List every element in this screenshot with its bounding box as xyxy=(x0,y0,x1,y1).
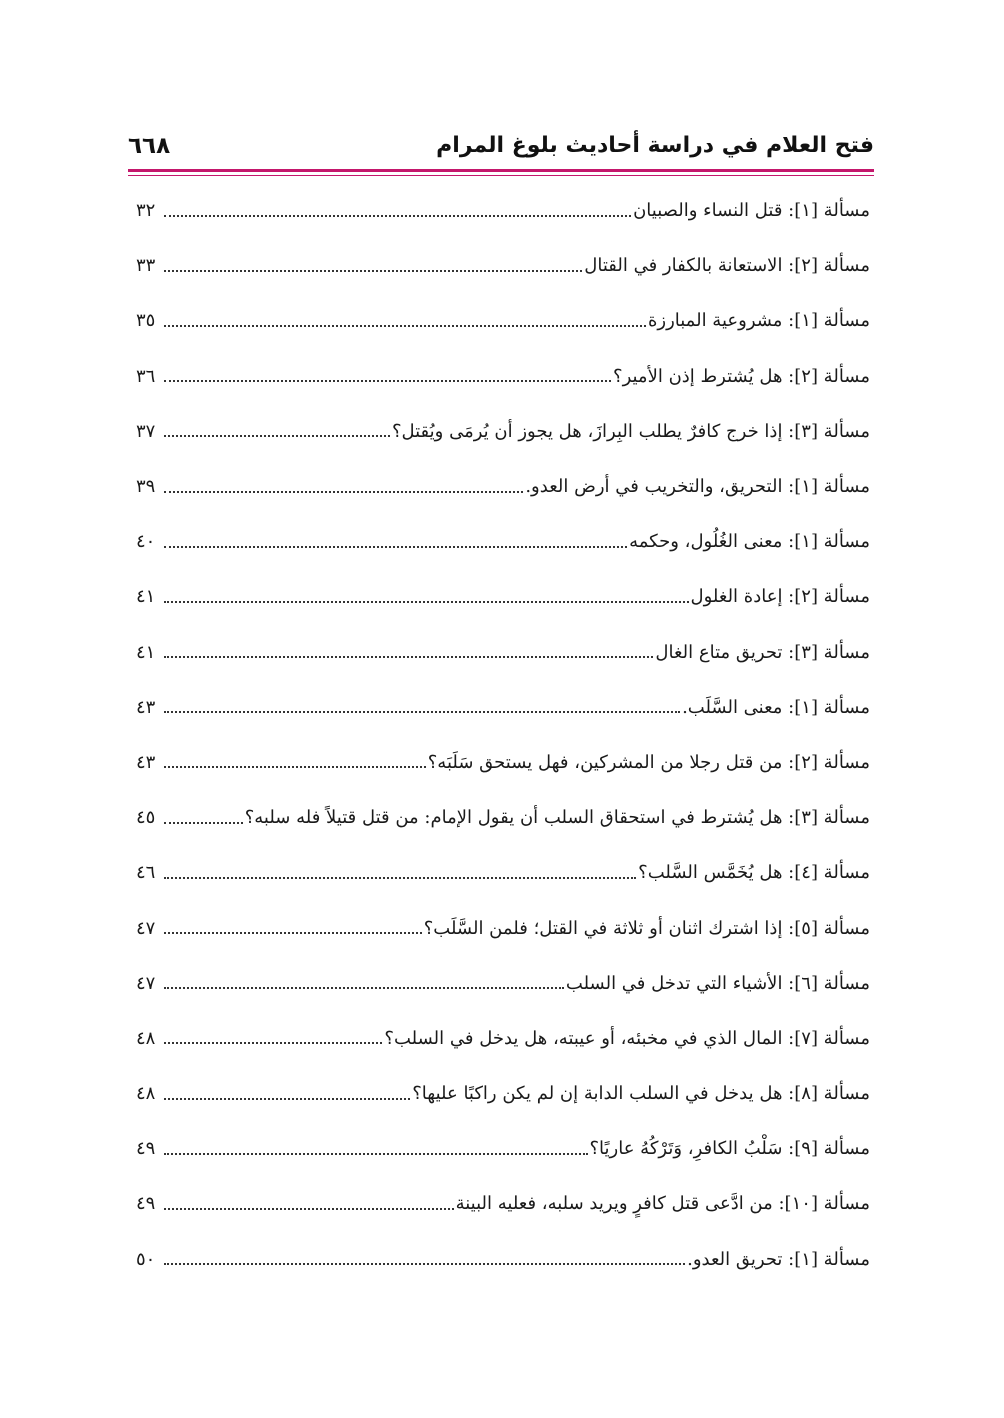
toc-entry-title: مسألة [٥]: إذا اشترك اثنان أو ثلاثة في القتل؛ فلمن السَّلَب؟ xyxy=(423,917,870,939)
dot-leader xyxy=(164,744,426,768)
toc-entry-page: ٤٩ xyxy=(136,1193,156,1215)
toc-entry xyxy=(136,1232,870,1287)
toc-entry xyxy=(136,293,870,348)
toc-entry-title: مسألة [٢]: إعادة الغلول xyxy=(690,586,870,608)
toc-entry-title: مسألة [٢]: هل يُشترط إذن الأمير؟ xyxy=(613,365,870,387)
toc-entry xyxy=(136,1176,870,1231)
dot-leader xyxy=(164,855,636,879)
toc-entry-title: مسألة [١]: التحريق، والتخريب في أرض العدو. xyxy=(525,476,870,498)
toc-entry-title: مسألة [٣]: تحريق متاع الغال xyxy=(655,641,870,663)
toc-entry-page: ٤٣ xyxy=(136,696,156,718)
dot-leader xyxy=(164,965,564,989)
dot-leader xyxy=(164,524,627,548)
toc-entry-title: مسألة [٤]: هل يُخَمَّس السَّلب؟ xyxy=(638,862,870,884)
toc-entry xyxy=(136,1011,870,1066)
toc-entry-page: ٥٠ xyxy=(136,1248,156,1270)
dot-leader xyxy=(164,193,631,217)
header-rule-thin xyxy=(128,175,874,176)
toc-entry-title: مسألة [٩]: سَلْبُ الكافرِ، وَتَرْكُهُ عاريًا؟ xyxy=(589,1138,870,1160)
toc-entry-title: مسألة [١]: معنى السَّلَب. xyxy=(682,696,870,718)
toc-entry xyxy=(136,183,870,238)
toc-entry xyxy=(136,238,870,293)
toc-entry-page: ٤١ xyxy=(136,586,156,608)
book-title: فتح العلام في دراسة أحاديث بلوغ المرام xyxy=(436,133,874,158)
toc-entry xyxy=(136,349,870,404)
toc-entry xyxy=(136,956,870,1011)
toc-entry-page: ٤٧ xyxy=(136,917,156,939)
toc-entry-title: مسألة [٢]: الاستعانة بالكفار في القتال xyxy=(584,255,870,277)
header-rule-thick xyxy=(128,169,874,172)
dot-leader xyxy=(164,413,390,437)
dot-leader xyxy=(164,800,243,824)
toc-entry xyxy=(136,1066,870,1121)
toc-entry xyxy=(136,459,870,514)
dot-leader xyxy=(164,1186,454,1210)
toc-entry-page: ٤١ xyxy=(136,641,156,663)
dot-leader xyxy=(164,579,689,603)
toc-entry-title: مسألة [١٠]: من ادَّعى قتل كافرٍ ويريد سلبه، فعليه البينة xyxy=(455,1193,870,1215)
dot-leader xyxy=(164,303,646,327)
toc-entry-page: ٣٥ xyxy=(136,310,156,332)
toc-entry xyxy=(136,1121,870,1176)
dot-leader xyxy=(164,910,422,934)
toc-entry-title: مسألة [١]: قتل النساء والصبيان xyxy=(633,200,870,222)
dot-leader xyxy=(164,689,680,713)
page-number: ٦٦٨ xyxy=(128,133,171,159)
toc-entry xyxy=(136,790,870,845)
toc-entry-page: ٣٣ xyxy=(136,255,156,277)
toc-entry-title: مسألة [٣]: هل يُشترط في استحقاق السلب أن يقول الإمام: من قتل قتيلاً فله سلبه؟ xyxy=(244,807,870,829)
toc-entry-title: مسألة [١]: مشروعية المبارزة xyxy=(647,310,870,332)
toc-entry-title: مسألة [٣]: إذا خرج كافرٌ يطلب البِرازَ، هل يجوز أن يُرمَى ويُقتل؟ xyxy=(391,420,870,442)
dot-leader xyxy=(164,1131,588,1155)
toc-entry-title: مسألة [٧]: المال الذي في مخبئه، أو عيبته، هل يدخل في السلب؟ xyxy=(384,1027,870,1049)
toc-entry xyxy=(136,900,870,955)
toc-entry xyxy=(136,845,870,900)
dot-leader xyxy=(164,1020,382,1044)
dot-leader xyxy=(164,634,653,658)
toc-entry-page: ٤٦ xyxy=(136,862,156,884)
toc-entry-page: ٤٧ xyxy=(136,972,156,994)
toc-entry-page: ٣٩ xyxy=(136,476,156,498)
toc-entry-page: ٤٨ xyxy=(136,1083,156,1105)
toc-entry-title: مسألة [١]: معنى الغُلُول، وحكمه xyxy=(629,531,870,553)
toc-entry-title: مسألة [١]: تحريق العدو. xyxy=(687,1248,870,1270)
toc-entry xyxy=(136,680,870,735)
toc-entry-page: ٤٥ xyxy=(136,807,156,829)
dot-leader xyxy=(164,248,582,272)
toc-entry-page: ٣٧ xyxy=(136,420,156,442)
toc-entry xyxy=(136,404,870,459)
toc-entry xyxy=(136,625,870,680)
toc-entry xyxy=(136,514,870,569)
dot-leader xyxy=(164,469,523,493)
table-of-contents xyxy=(136,183,870,1287)
toc-entry-page: ٣٦ xyxy=(136,365,156,387)
toc-entry-page: ٤٠ xyxy=(136,531,156,553)
toc-entry xyxy=(136,569,870,624)
dot-leader xyxy=(164,358,611,382)
toc-entry-title: مسألة [٨]: هل يدخل في السلب الدابة إن لم يكن راكبًا عليها؟ xyxy=(412,1083,870,1105)
toc-entry xyxy=(136,735,870,790)
toc-entry-page: ٣٢ xyxy=(136,200,156,222)
toc-entry-page: ٤٣ xyxy=(136,751,156,773)
running-header xyxy=(128,126,874,166)
dot-leader xyxy=(164,1076,410,1100)
toc-entry-page: ٤٨ xyxy=(136,1027,156,1049)
toc-entry-page: ٤٩ xyxy=(136,1138,156,1160)
toc-entry-title: مسألة [٢]: من قتل رجلا من المشركين، فهل يستحق سَلَبَه؟ xyxy=(427,751,870,773)
toc-entry-title: مسألة [٦]: الأشياء التي تدخل في السلب xyxy=(565,972,870,994)
dot-leader xyxy=(164,1241,685,1265)
